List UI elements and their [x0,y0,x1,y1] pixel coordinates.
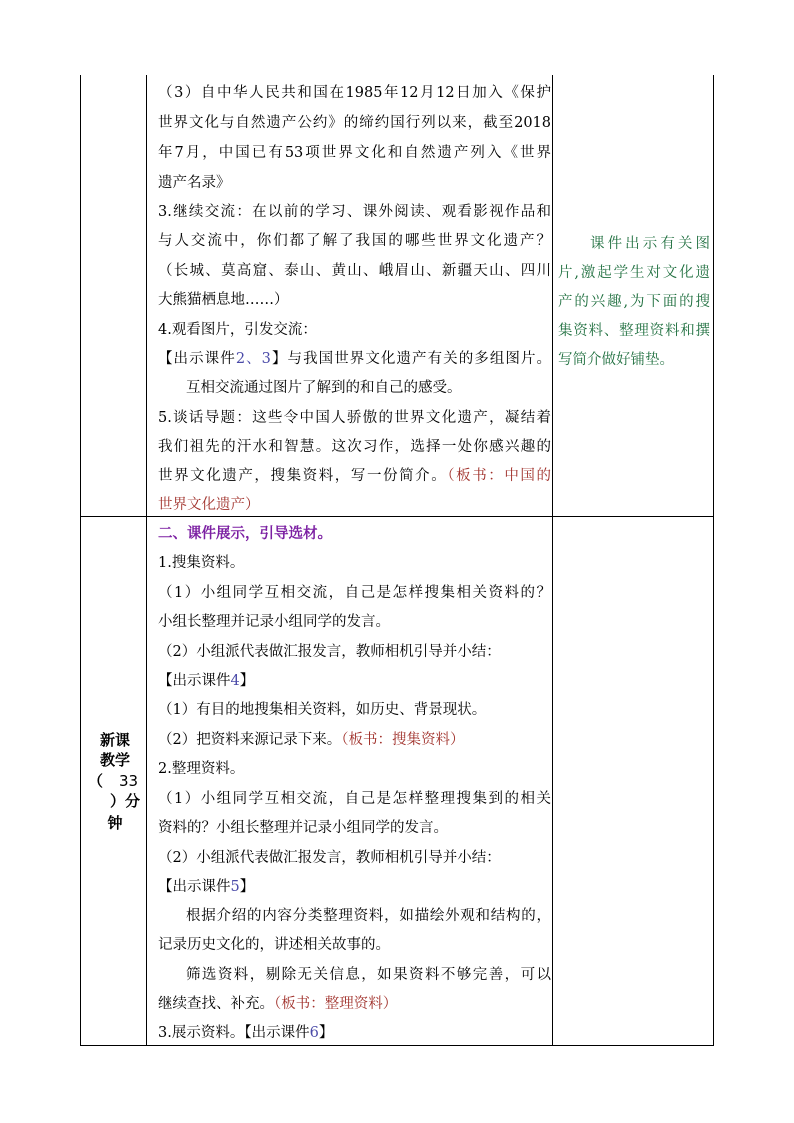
label-line: ）分 [110,792,141,810]
courseware-close: 】 [318,1025,334,1041]
text-line: 记录历史文化的，讲述相关故事的。 [158,937,390,953]
label-line: 钟 [107,814,123,832]
text-line: 年7月，中国已有53项世界文化和自然遗产列入《世界 [158,145,551,161]
text-line: 我们祖先的汗水和智慧。这次习作，选择一处你感兴趣的 [158,439,551,455]
text-segment: 继续查找、补充。 [158,996,274,1012]
text-line: 世界文化与自然遗产公约》的缔约国行列以来，截至2018 [158,115,551,131]
text-line: 2.整理资料。 [158,761,245,777]
board-line [158,466,551,486]
courseware-line [158,671,551,691]
label-line: 新课 [99,731,130,749]
courseware-number: 4 [230,673,240,689]
text-line: （2）小组派代表做汇报发言，教师相机引导并小结： [158,850,501,866]
text-line: （1）小组同学互相交流，自己是怎样整理搜集到的相关 [158,791,551,807]
board-note: （板书：中国的 [447,468,551,484]
text-line: 1.搜集资料。 [158,555,245,571]
courseware-close: 】 [239,879,255,895]
courseware-open: 【出示课件 [158,673,231,689]
board-note: （板书：整理资料） [274,996,398,1012]
design-note-line: 课件出示有关图 [590,236,710,252]
table-border-right [713,75,714,1046]
board-note: （板书：搜集资料） [341,732,465,748]
table-divider-col2 [552,75,553,1046]
text-line: （2）小组派代表做汇报发言，教师相机引导并小结： [158,644,501,660]
board-line [158,994,551,1014]
courseware-line [158,349,551,369]
text-line: 5.谈话导题：这些令中国人骄傲的世界文化遗产，凝结着 [158,410,551,426]
text-line: 小组长整理并记录小组同学的发言。 [158,614,390,630]
board-note: 世界文化遗产） [158,497,260,513]
text-line: （1）有目的地搜集相关资料，如历史、背景现状。 [158,702,487,718]
table-row-divider [80,516,714,517]
table-border-left [80,75,81,1046]
courseware-close: 】 [239,673,255,689]
text-line: （1）小组同学互相交流，自己是怎样搜集相关资料的？ [158,585,551,601]
section-title: 二、课件展示，引导选材。 [158,525,332,542]
courseware-number: 5 [230,879,240,895]
courseware-number: 6 [309,1025,319,1041]
courseware-number: 2、3 [235,351,271,367]
text-line: 大熊猫栖息地……） [158,292,289,308]
table-border-bottom [80,1045,714,1046]
text-line: （长城、莫高窟、泰山、黄山、峨眉山、新疆天山、四川 [158,263,551,279]
board-line [158,730,551,750]
design-note-line: 产的兴趣,为下面的搜 [558,294,710,310]
courseware-desc: 与我国世界文化遗产有关的多组图片。 [287,351,552,367]
text-line: 3.继续交流：在以前的学习、课外阅读、观看影视作品和 [158,204,551,220]
text-line: 互相交流通过图片了解到的和自己的感受。 [186,380,462,396]
design-note-line: 集资料、整理资料和撰 [558,323,710,339]
courseware-open: 【出示课件 [158,351,236,367]
text-segment: 3.展示资料。 [158,1025,245,1041]
text-line: 与人交流中，你们都了解了我国的哪些世界文化遗产？ [158,233,551,249]
text-line: （3）自中华人民共和国在1985年12月12日加入《保护 [158,85,551,101]
text-line: 资料的？小组长整理并记录小组同学的发言。 [158,820,448,836]
text-line: 筛选资料，剔除无关信息，如果资料不够完善，可以 [186,967,551,983]
text-line: 根据介绍的内容分类整理资料，如描绘外观和结构的， [186,908,551,924]
courseware-line [158,877,551,897]
design-note-line: 片,激起学生对文化遗 [558,265,710,281]
section-label [86,728,144,848]
text-segment: 世界文化遗产，搜集资料，写一份简介。 [158,468,448,484]
label-line: 教学 [99,751,130,769]
label-minutes: 33 [119,772,139,790]
label-line: （ [88,772,104,790]
courseware-open: 【出示课件 [244,1025,310,1041]
text-segment: （2）把资料来源记录下来。 [158,732,342,748]
courseware-close: 】 [270,351,288,367]
courseware-open: 【出示课件 [158,879,231,895]
table-divider-col1 [146,75,147,1046]
design-note-line: 写简介做好铺垫。 [558,352,674,368]
text-line: 遗产名录》 [158,175,231,191]
courseware-line [158,1023,551,1043]
text-line: 4.观看图片，引发交流： [158,322,317,338]
